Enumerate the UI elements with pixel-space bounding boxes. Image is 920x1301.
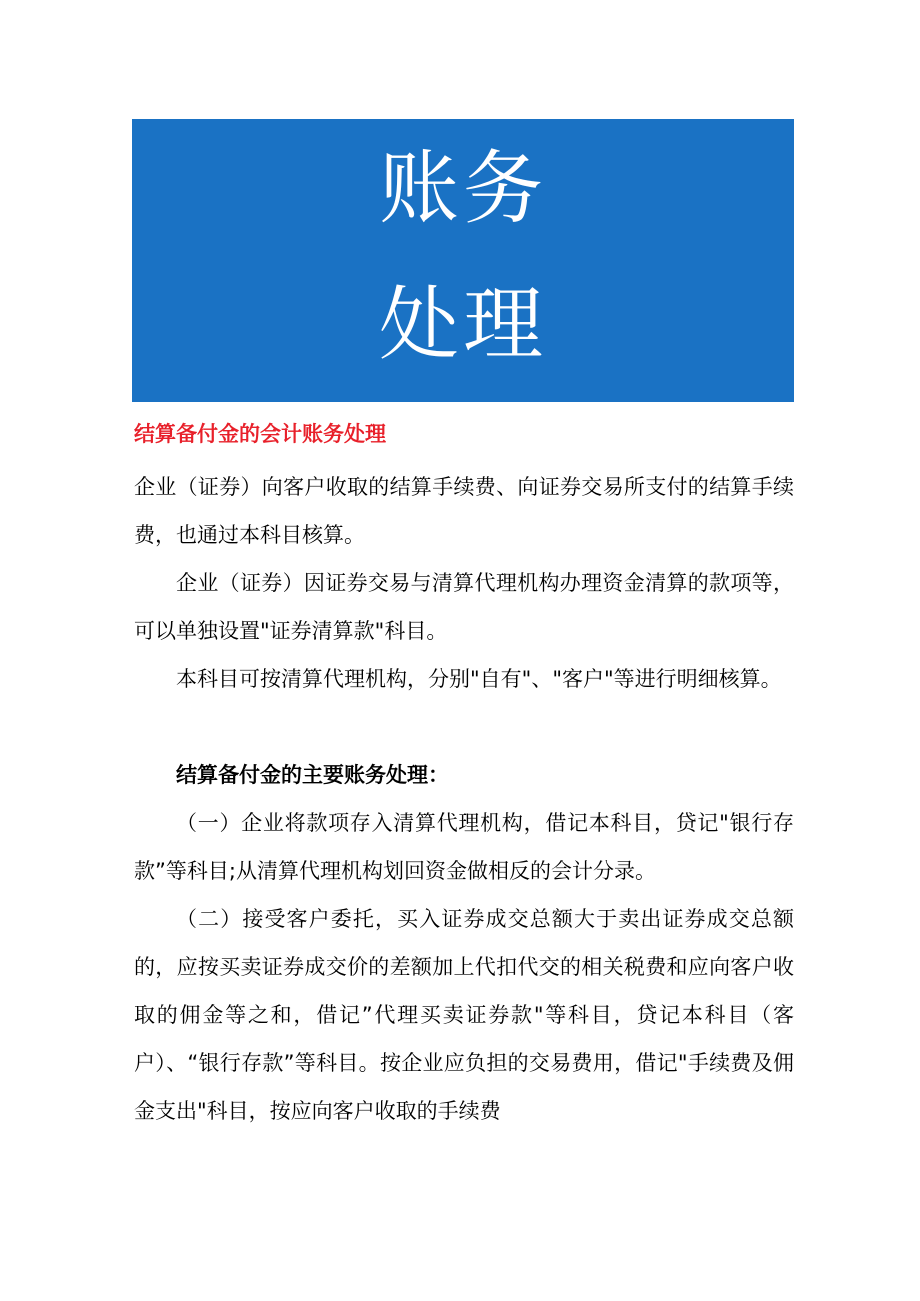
section-title: 结算备付金的会计账务处理 [134, 422, 386, 446]
title-banner [132, 119, 794, 402]
paragraph-1: 企业（证券）向客户收取的结算手续费、向证券交易所支付的结算手续费，也通过本科目核算。 [134, 475, 794, 547]
paragraph-item-1: （一）企业将款项存入清算代理机构，借记本科目，贷记"银行存款”等科目;从清算代理机构划回资金做相反的会计分录。 [134, 811, 794, 883]
paragraph-3: 本科目可按清算代理机构，分别"自有"、"客户"等进行明细核算。 [176, 667, 782, 691]
paragraph-item-2: （二）接受客户委托，买入证券成交总额大于卖出证券成交总额的，应按买卖证券成交价的差额加上代扣代交的相关税费和应向客户收取的佣金等之和，借记”代理买卖证券款"等科目，贷记本科目（客户）、“银行存款”等科目。按企业应负担的交易费用，借记"手续费及佣金支出"科目，按应向客户收取的手续费 [134, 907, 794, 1123]
banner-title-line-2: 处理 [379, 278, 547, 371]
paragraph-2: 企业（证券）因证券交易与清算代理机构办理资金清算的款项等，可以单独设置"证券清算款"科目。 [134, 571, 794, 643]
subheading-main-entries: 结算备付金的主要账务处理： [176, 763, 449, 787]
banner-title-line-1: 账务 [379, 142, 547, 235]
